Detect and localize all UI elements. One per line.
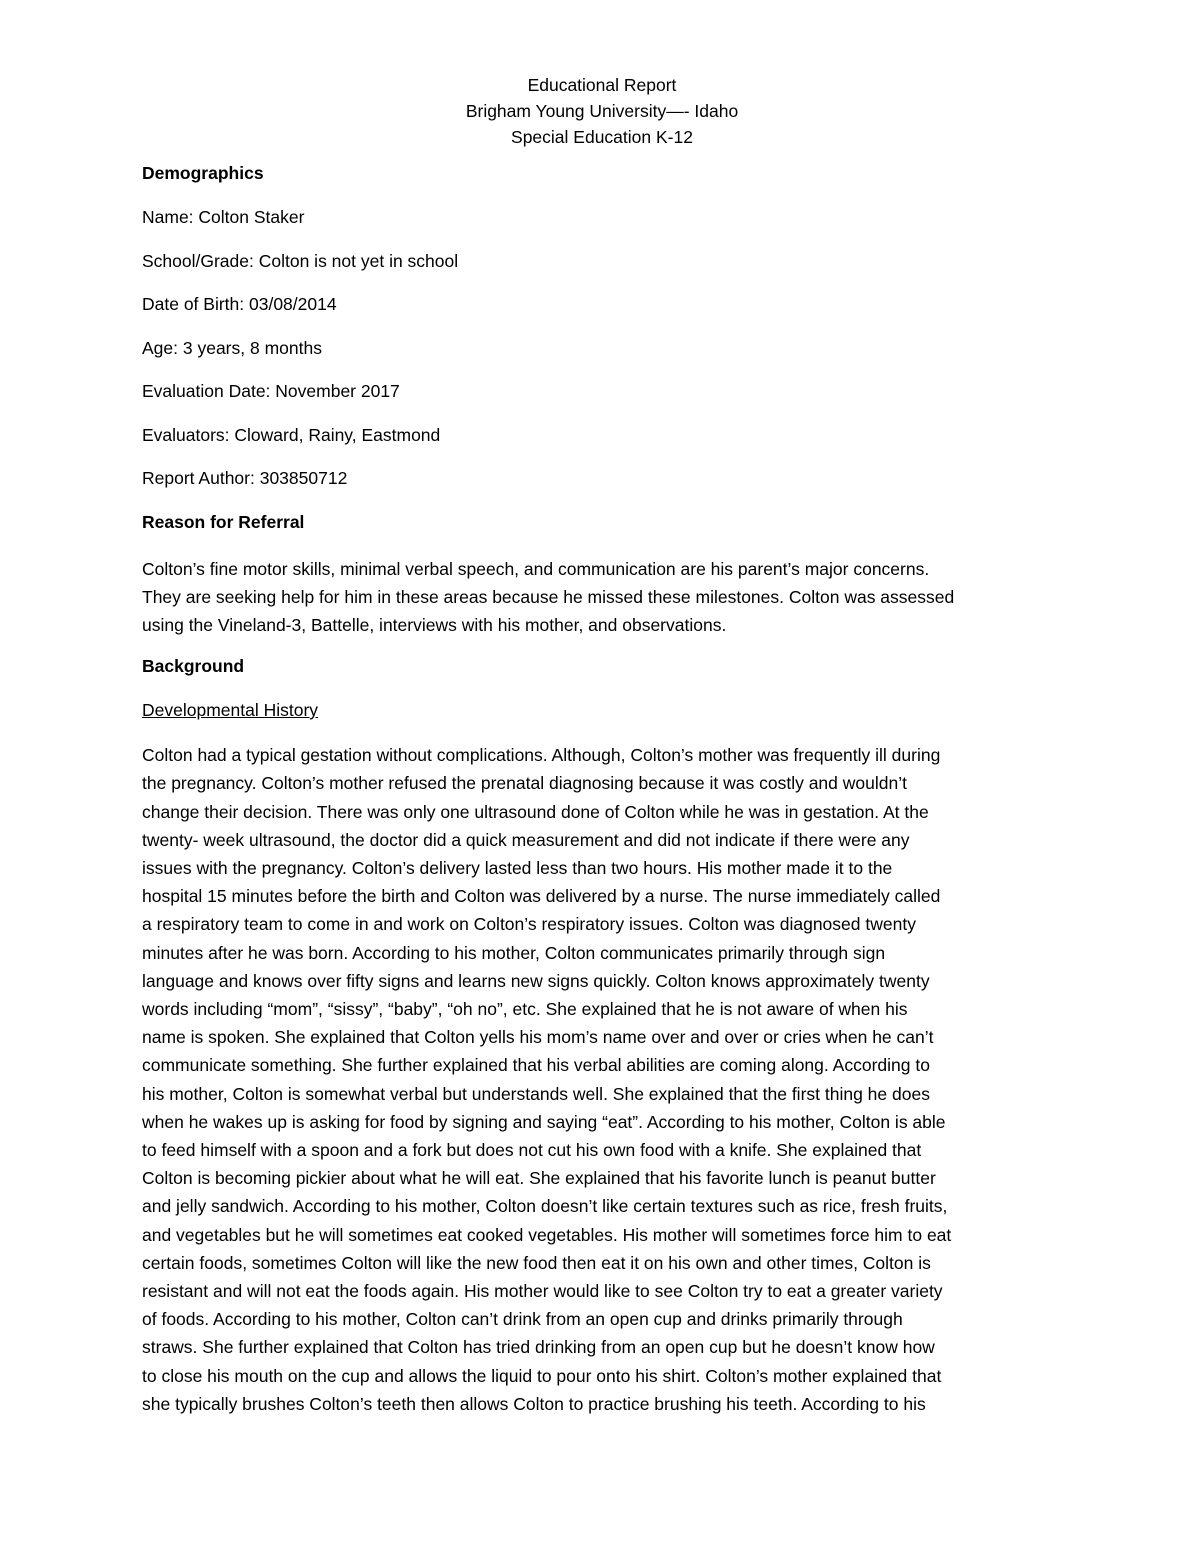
paragraph-line: minutes after he was born. According to his mother, Colton communicates primarily through sign xyxy=(142,942,886,963)
paragraph-line: They are seeking help for him in these areas because he missed these milestones. Colton was assessed xyxy=(142,586,955,607)
referral-heading: Reason for Referral xyxy=(142,511,305,532)
paragraph-line: to feed himself with a spoon and a fork but does not cut his own food with a knife. She explained that xyxy=(142,1139,922,1160)
evaluators: Evaluators: Cloward, Rainy, Eastmond xyxy=(142,424,441,445)
paragraph-line: resistant and will not eat the foods again. His mother would like to see Colton try to eat a greater variety xyxy=(142,1280,943,1301)
program-name: Special Education K-12 xyxy=(511,127,693,147)
evaluation-date: Evaluation Date: November 2017 xyxy=(142,381,400,401)
report-title-block xyxy=(142,72,1062,150)
developmental-history-subheading: Developmental History xyxy=(142,700,319,721)
report-title: Educational Report xyxy=(527,75,677,95)
date-of-birth: Date of Birth: 03/08/2014 xyxy=(142,294,337,314)
school-grade: School/Grade: Colton is not yet in school xyxy=(142,250,459,271)
paragraph-line: name is spoken. She explained that Colton yells his mom’s name over and over or cries when he can’t xyxy=(142,1027,934,1048)
paragraph-line: and jelly sandwich. According to his mother, Colton doesn’t like certain textures such as rice, fresh fruits, xyxy=(142,1196,948,1217)
paragraph-line: straws. She further explained that Colton has tried drinking from an open cup but he doesn’t know how xyxy=(142,1337,935,1358)
paragraph-line: language and knows over fifty signs and learns new signs quickly. Colton knows approximately twenty xyxy=(142,970,930,991)
background-heading: Background xyxy=(142,656,245,677)
paragraph-line: Colton had a typical gestation without complications. Although, Colton’s mother was frequently ill during xyxy=(142,745,941,766)
paragraph-line: to close his mouth on the cup and allows the liquid to pour onto his shirt. Colton’s mother explained that xyxy=(142,1365,942,1386)
paragraph-line: and vegetables but he will sometimes eat cooked vegetables. His mother will sometimes force him to eat xyxy=(142,1224,952,1245)
university-name: Brigham Young University—- Idaho xyxy=(465,101,739,121)
paragraph-line: Colton is becoming pickier about what he will eat. She explained that his favorite lunch is peanut butter xyxy=(142,1168,936,1189)
paragraph-line: change their decision. There was only one ultrasound done of Colton while he was in gestation. At the xyxy=(142,801,929,822)
demographics-heading: Demographics xyxy=(142,163,264,183)
paragraph-line: Colton’s fine motor skills, minimal verbal speech, and communication are his parent’s major concerns. xyxy=(142,558,930,579)
developmental-history-paragraph xyxy=(142,741,1062,1418)
paragraph-line: twenty- week ultrasound, the doctor did a quick measurement and did not indicate if there were any xyxy=(142,829,910,850)
paragraph-line: when he wakes up is asking for food by signing and saying “eat”. According to his mother, Colton is able xyxy=(142,1111,946,1132)
paragraph-line: a respiratory team to come in and work on Colton’s respiratory issues. Colton was diagnosed twenty xyxy=(142,914,916,935)
paragraph-line: of foods. According to his mother, Colton can’t drink from an open cup and drinks primarily through xyxy=(142,1309,903,1330)
paragraph-line: words including “mom”, “sissy”, “baby”, “oh no”, etc. She explained that he is not aware of when his xyxy=(142,998,908,1019)
referral-paragraph xyxy=(142,555,1062,640)
paragraph-line: issues with the pregnancy. Colton’s delivery lasted less than two hours. His mother made it to the xyxy=(142,857,893,878)
report-author: Report Author: 303850712 xyxy=(142,468,348,488)
student-name: Name: Colton Staker xyxy=(142,207,305,227)
document-page xyxy=(142,72,1062,1434)
paragraph-line: hospital 15 minutes before the birth and Colton was delivered by a nurse. The nurse immediately called xyxy=(142,886,941,907)
paragraph-line: certain foods, sometimes Colton will like the new food then eat it on his own and other times, Colton is xyxy=(142,1252,931,1273)
paragraph-line: she typically brushes Colton’s teeth then allows Colton to practice brushing his teeth. According to his xyxy=(142,1393,926,1414)
paragraph-line: using the Vineland-3, Battelle, interviews with his mother, and observations. xyxy=(142,614,727,635)
paragraph-line: his mother, Colton is somewhat verbal but understands well. She explained that the first thing he does xyxy=(142,1083,930,1104)
student-age: Age: 3 years, 8 months xyxy=(142,337,322,358)
paragraph-line: the pregnancy. Colton’s mother refused the prenatal diagnosing because it was costly and wouldn’t xyxy=(142,773,907,794)
paragraph-line: communicate something. She further explained that his verbal abilities are coming along. According to xyxy=(142,1055,930,1076)
